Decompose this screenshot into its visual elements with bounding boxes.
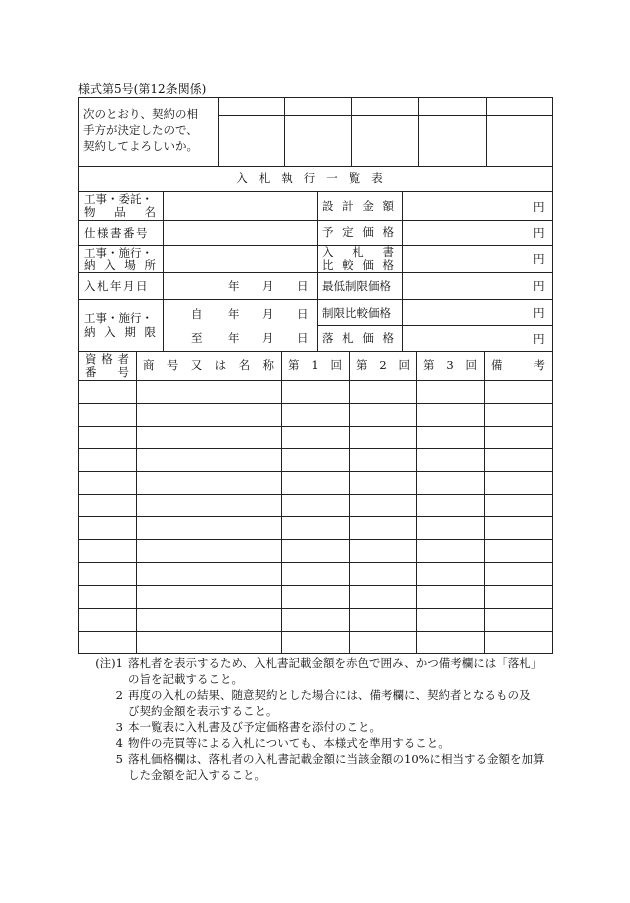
date-month: 月 <box>262 307 274 321</box>
date-month: 月 <box>262 331 274 345</box>
header-round-2: 第 2 回 <box>356 358 410 372</box>
header-round-1: 第 1 回 <box>288 358 342 372</box>
label-hinmei: 物 品 名 <box>84 205 156 219</box>
label-seigen-hikaku: 制限比較価格 <box>322 306 391 320</box>
table-title: 入札執行一覧表 <box>236 171 394 185</box>
date-day: 日 <box>297 279 309 293</box>
label-nyusatsusho: 入 札 書 <box>322 245 394 259</box>
label-shiyo-bango: 仕様書番号 <box>84 226 149 240</box>
approval-line: 契約してよろしいか。 <box>83 139 198 153</box>
yen-unit: 円 <box>533 332 545 346</box>
header-shikakusha: 資 格 者 <box>85 352 129 366</box>
label-basho-line1: 工事・施行・ <box>84 246 153 260</box>
date-to: 至 <box>191 331 203 345</box>
approval-line: 手方が決定したので、 <box>83 123 198 137</box>
approval-line: 次のとおり、契約の相 <box>83 107 198 121</box>
date-day: 日 <box>297 331 309 345</box>
note-item: 5 落札価格欄は、落札者の入札書記載金額に当該金額の10%に相当する金額を加算 した金額を記入すること。 <box>115 752 545 782</box>
header-bango: 番 号 <box>85 365 129 379</box>
label-nyusatsu-nengappi: 入札年月日 <box>84 279 149 293</box>
label-nonyu-kigen: 納 入 期 限 <box>84 325 156 339</box>
label-yotei-kakaku: 予 定 価 格 <box>322 225 394 239</box>
label-kigen-line1: 工事・施行・ <box>84 311 153 325</box>
form-number-caption: 様式第5号(第12条関係) <box>78 82 207 96</box>
note-item: 3 本一覧表に入札書及び予定価格書を添付のこと。 <box>115 720 381 734</box>
label-hikaku-kakaku: 比 較 価 格 <box>322 258 394 272</box>
date-month: 月 <box>262 279 274 293</box>
header-biko: 備 考 <box>491 358 545 372</box>
label-sekkei-kingaku: 設 計 金 額 <box>322 199 394 213</box>
yen-unit: 円 <box>533 252 545 266</box>
note-item: (注)1 落札者を表示するため、入札書記載金額を赤色で囲み、かつ備考欄には「落札」 の旨を記載すること。 <box>95 656 543 686</box>
header-shogo: 商 号 又 は 名 称 <box>143 358 274 372</box>
yen-unit: 円 <box>533 306 545 320</box>
yen-unit: 円 <box>533 279 545 293</box>
date-year: 年 <box>228 307 240 321</box>
yen-unit: 円 <box>533 226 545 240</box>
approval-statement <box>83 106 213 154</box>
note-item: 4 物件の売買等による入札についても、本様式を準用すること。 <box>115 736 450 750</box>
label-saitei-seigen: 最低制限価格 <box>322 279 391 293</box>
label-koji-line1: 工事・委託・ <box>84 192 153 206</box>
label-rakusatsu-kakaku: 落 札 価 格 <box>322 331 394 345</box>
date-year: 年 <box>228 331 240 345</box>
date-day: 日 <box>297 307 309 321</box>
note-item: 2 再度の入札の結果、随意契約とした場合には、備考欄に、契約者となるもの及 び契約金額を表示すること。 <box>115 688 531 718</box>
header-round-3: 第 3 回 <box>423 358 477 372</box>
date-from: 自 <box>191 307 203 321</box>
notes-section <box>88 655 558 783</box>
label-nonyu-basho: 納 入 場 所 <box>84 258 156 272</box>
date-year: 年 <box>228 279 240 293</box>
yen-unit: 円 <box>533 200 545 214</box>
